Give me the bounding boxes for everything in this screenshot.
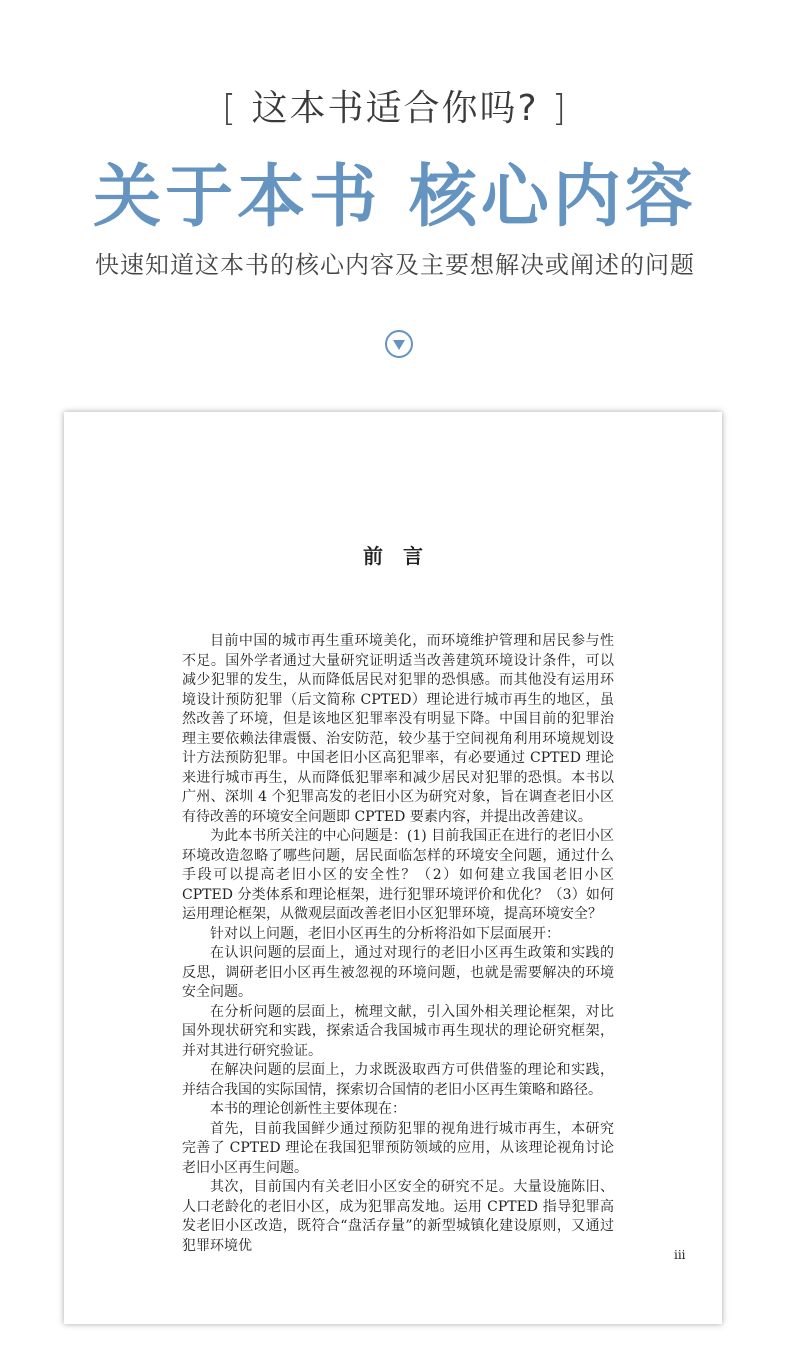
paragraph: 其次，目前国内有关老旧小区安全的研究不足。大量设施陈旧、人口老龄化的老旧小区，成为犯罪高发地。运用 CPTED 指导犯罪高发老旧小区改造，既符合“盘活存量”的新型城镇化建设原则，又通过犯罪环境优 xyxy=(182,1179,614,1254)
kicker-text: 这本书适合你吗? xyxy=(251,88,539,129)
paragraph: 为此本书所关注的中心问题是：(1) 目前我国正在进行的老旧小区环境改造忽略了哪些问题，居民面临怎样的环境安全问题，通过什么手段可以提高老旧小区的安全性？（2）如何建立我国老旧小区 CPTED 分类体系和理论框架，进行犯罪环境评价和优化？（3）如何运用理论框架，从微观层面改善老旧小区犯罪环境，提高环境安全？ xyxy=(182,828,614,922)
page-title: 前言 xyxy=(363,544,443,568)
page-number: iii xyxy=(674,1248,686,1262)
section-headline: 关于本书 核心内容 xyxy=(93,157,697,237)
chevron-down-circle-icon xyxy=(385,330,413,358)
section-subtitle: 快速知道这本书的核心内容及主要想解决或阐述的问题 xyxy=(95,251,695,279)
book-page-preview xyxy=(64,412,722,1324)
paragraph: 在解决问题的层面上，力求既汲取西方可供借鉴的理论和实践，并结合我国的实际国情，探索切合国情的老旧小区再生策略和路径。 xyxy=(182,1062,614,1098)
bracket-left: [ xyxy=(221,88,238,129)
page-body xyxy=(182,632,614,1256)
paragraph: 针对以上问题，老旧小区再生的分析将沿如下层面展开： xyxy=(210,925,560,942)
section-kicker xyxy=(0,80,790,131)
paragraph: 首先，目前我国鲜少通过预防犯罪的视角进行城市再生，本研究完善了 CPTED 理论在我国犯罪预防领域的应用，从该理论视角讨论老旧小区再生问题。 xyxy=(182,1120,614,1176)
paragraph: 在认识问题的层面上，通过对现行的老旧小区再生政策和实践的反思，调研老旧小区再生被忽视的环境问题，也就是需要解决的环境安全问题。 xyxy=(182,945,614,1000)
paragraph: 目前中国的城市再生重环境美化，而环境维护管理和居民参与性不足。国外学者通过大量研究证明适当改善建筑环境设计条件，可以减少犯罪的发生，从而降低居民对犯罪的恐惧感。而其他没有运用环境设计预防犯罪（后文简称 CPTED）理论进行城市再生的地区，虽然改善了环境，但是该地区犯罪率没有明显下降。中国目前的犯罪治理主要依赖法律震慑、治安防范，较少基于空间视角利用环境规划设计方法预防犯罪。中国老旧小区高犯罪率，有必要通过 CPTED 理论来进行城市再生，从而降低犯罪率和减少居民对犯罪的恐惧。本书以广州、深圳 4 个犯罪高发的老旧小区为研究对象，旨在调查老旧小区有待改善的环境安全问题即 CPTED 要素内容，并提出改善建议。 xyxy=(182,633,614,825)
bracket-right: ] xyxy=(552,88,569,129)
paragraph: 在分析问题的层面上，梳理文献，引入国外相关理论框架，对比国外现状研究和实践，探索适合我国城市再生现状的理论研究框架，并对其进行研究验证。 xyxy=(182,1003,614,1059)
paragraph: 本书的理论创新性主要体现在： xyxy=(210,1101,406,1117)
